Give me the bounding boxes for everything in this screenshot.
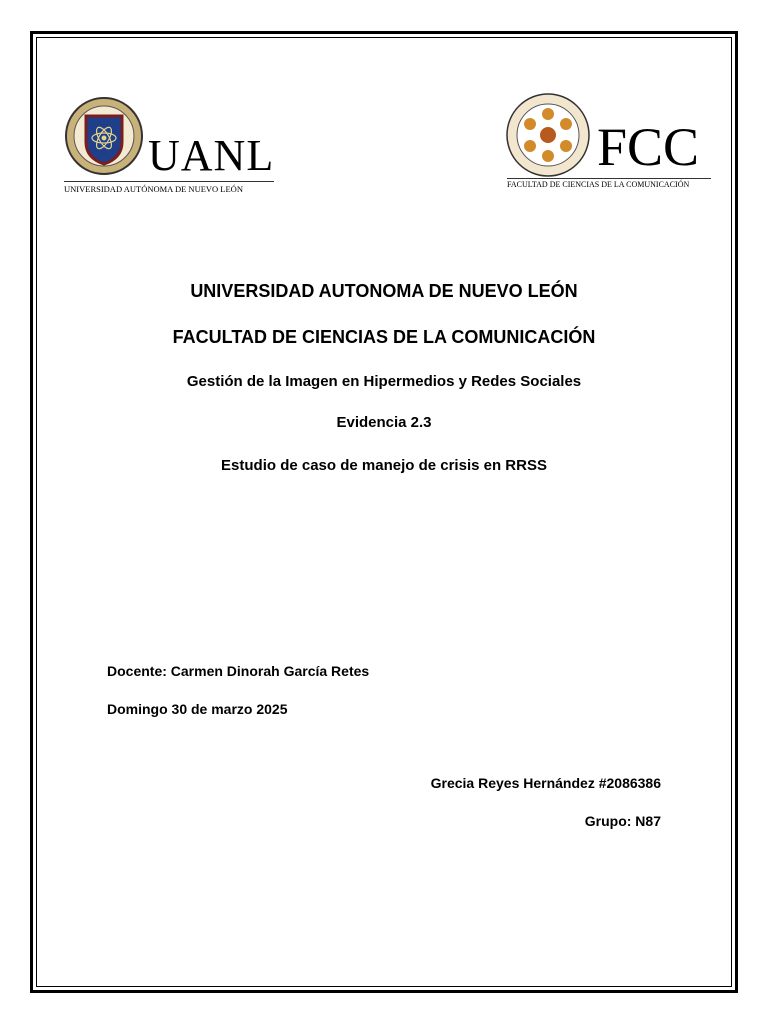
university-title: UNIVERSIDAD AUTONOMA DE NUEVO LEÓN (190, 281, 578, 301)
uanl-subtitle: UNIVERSIDAD AUTÓNOMA DE NUEVO LEÓN (64, 181, 274, 194)
uanl-wordmark: UANL (148, 131, 275, 180)
fcc-subtitle: FACULTAD DE CIENCIAS DE LA COMUNICACIÓN (507, 178, 711, 188)
uanl-logo (64, 96, 274, 200)
evidence-number: Evidencia 2.3 (336, 414, 432, 431)
course-name: Gestión de la Imagen en Hipermedios y Redes Sociales (186, 373, 582, 390)
student-name: Grecia Reyes Hernández #2086386 (430, 775, 661, 791)
assignment-topic: Estudio de caso de manejo de crisis en RRSS (221, 457, 547, 474)
faculty-title: FACULTAD DE CIENCIAS DE LA COMUNICACIÓN (172, 327, 596, 347)
submission-date: Domingo 30 de marzo 2025 (107, 701, 288, 717)
group-label: Grupo: N87 (584, 813, 661, 829)
fcc-seal-icon (505, 92, 591, 178)
fcc-wordmark: FCC (597, 117, 700, 177)
fcc-logo (505, 92, 715, 192)
uanl-crest-icon (64, 96, 144, 176)
teacher-name: Docente: Carmen Dinorah García Retes (107, 663, 370, 679)
